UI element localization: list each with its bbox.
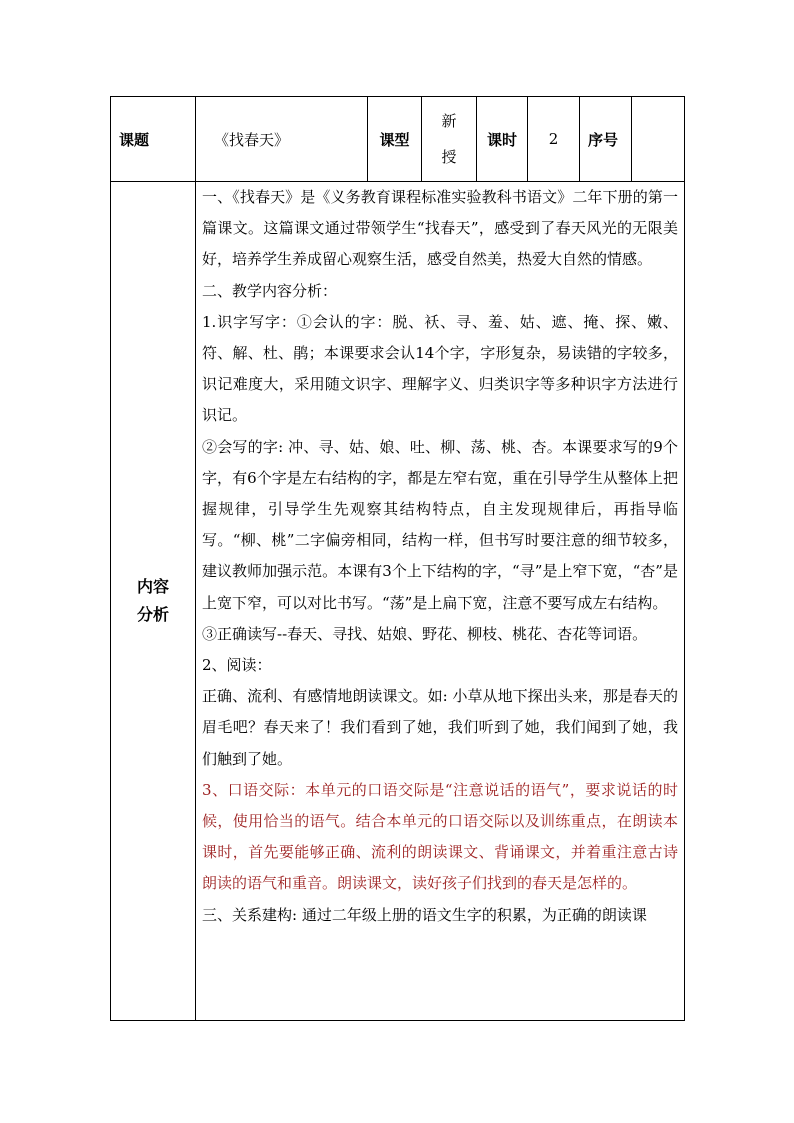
period-label: 课时 xyxy=(477,97,528,182)
para-literacy-write: ②会写的字: 冲、寻、姑、娘、吐、柳、荡、桃、杏。本课要求写的9个字，有6个字是左右结构的字，都是左窄右宽，重在引导学生从整体上把握规律，引导学生先观察其结构特点，自主发现规律后，再指导临写。“柳、桃”二字偏旁相同，结构一样，但书写时要注意的细节较多，建议教师加强示范。本课有3个上下结构的字，“寻”是上窄下宽，“杏”是上宽下窄，可以对比书写。“荡”是上扁下宽，注意不要写成左右结构。 xyxy=(202,437,678,612)
content-analysis-cell xyxy=(196,182,685,1021)
para-words: ③正确读写--春天、寻找、姑娘、野花、柳枝、桃花、杏花等词语。 xyxy=(202,624,648,643)
para-relation: 三、关系建构: 通过二年级上册的语文生字的积累，为正确的朗读课 xyxy=(202,905,647,924)
para-reading: 正确、流利、有感情地朗读课文。如: 小草从地下探出头来，那是春天的眉毛吧？春天来了！我们看到了她，我们听到了她，我们闻到了她，我们触到了她。 xyxy=(202,687,678,768)
type-label: 课型 xyxy=(368,97,422,182)
type-value-line1: 新 xyxy=(441,112,457,130)
para-oral-communication: 3、口语交际：本单元的口语交际是“注意说话的语气”，要求说话的时候，使用恰当的语气。结合本单元的口语交际以及训练重点，在朗读本课时，首先要能够正确、流利的朗读课文、背诵课文，并着重注意古诗朗读的语气和重音。朗读课文，读好孩子们找到的春天是怎样的。 xyxy=(202,780,678,893)
seq-label: 序号 xyxy=(580,97,632,182)
header-row xyxy=(111,97,685,182)
lesson-plan-table xyxy=(110,96,685,1021)
side-label-line2: 分析 xyxy=(136,605,169,624)
type-value-line2: 授 xyxy=(441,148,457,166)
type-value xyxy=(422,97,477,182)
side-label-line1: 内容 xyxy=(136,577,169,596)
para-section2-title: 二、教学内容分析： xyxy=(202,281,338,300)
content-body xyxy=(196,182,684,1020)
topic-label: 课题 xyxy=(111,97,196,182)
content-row xyxy=(111,182,685,1021)
para-reading-title: 2、阅读： xyxy=(202,656,272,675)
content-analysis-label xyxy=(111,182,196,1021)
para-literacy-recognize: 1.识字写字：①会认的字：脱、袄、寻、羞、姑、遮、掩、探、嫩、符、解、杜、鹃；本课要求会认14个字，字形复杂，易读错的字较多，识记难度大，采用随文识字、理解字义、归类识字等多种识字方法进行识记。 xyxy=(202,312,678,425)
para-intro: 一、《找春天》是《义务教育课程标准实验教科书语文》二年下册的第一篇课文。这篇课文通过带领学生“找春天”，感受到了春天风光的无限美好，培养学生养成留心观察生活，感受自然美，热爱大自然的情感。 xyxy=(202,188,678,269)
topic-value: 《找春天》 xyxy=(196,97,368,182)
seq-value xyxy=(632,97,685,182)
period-value: 2 xyxy=(528,97,580,182)
